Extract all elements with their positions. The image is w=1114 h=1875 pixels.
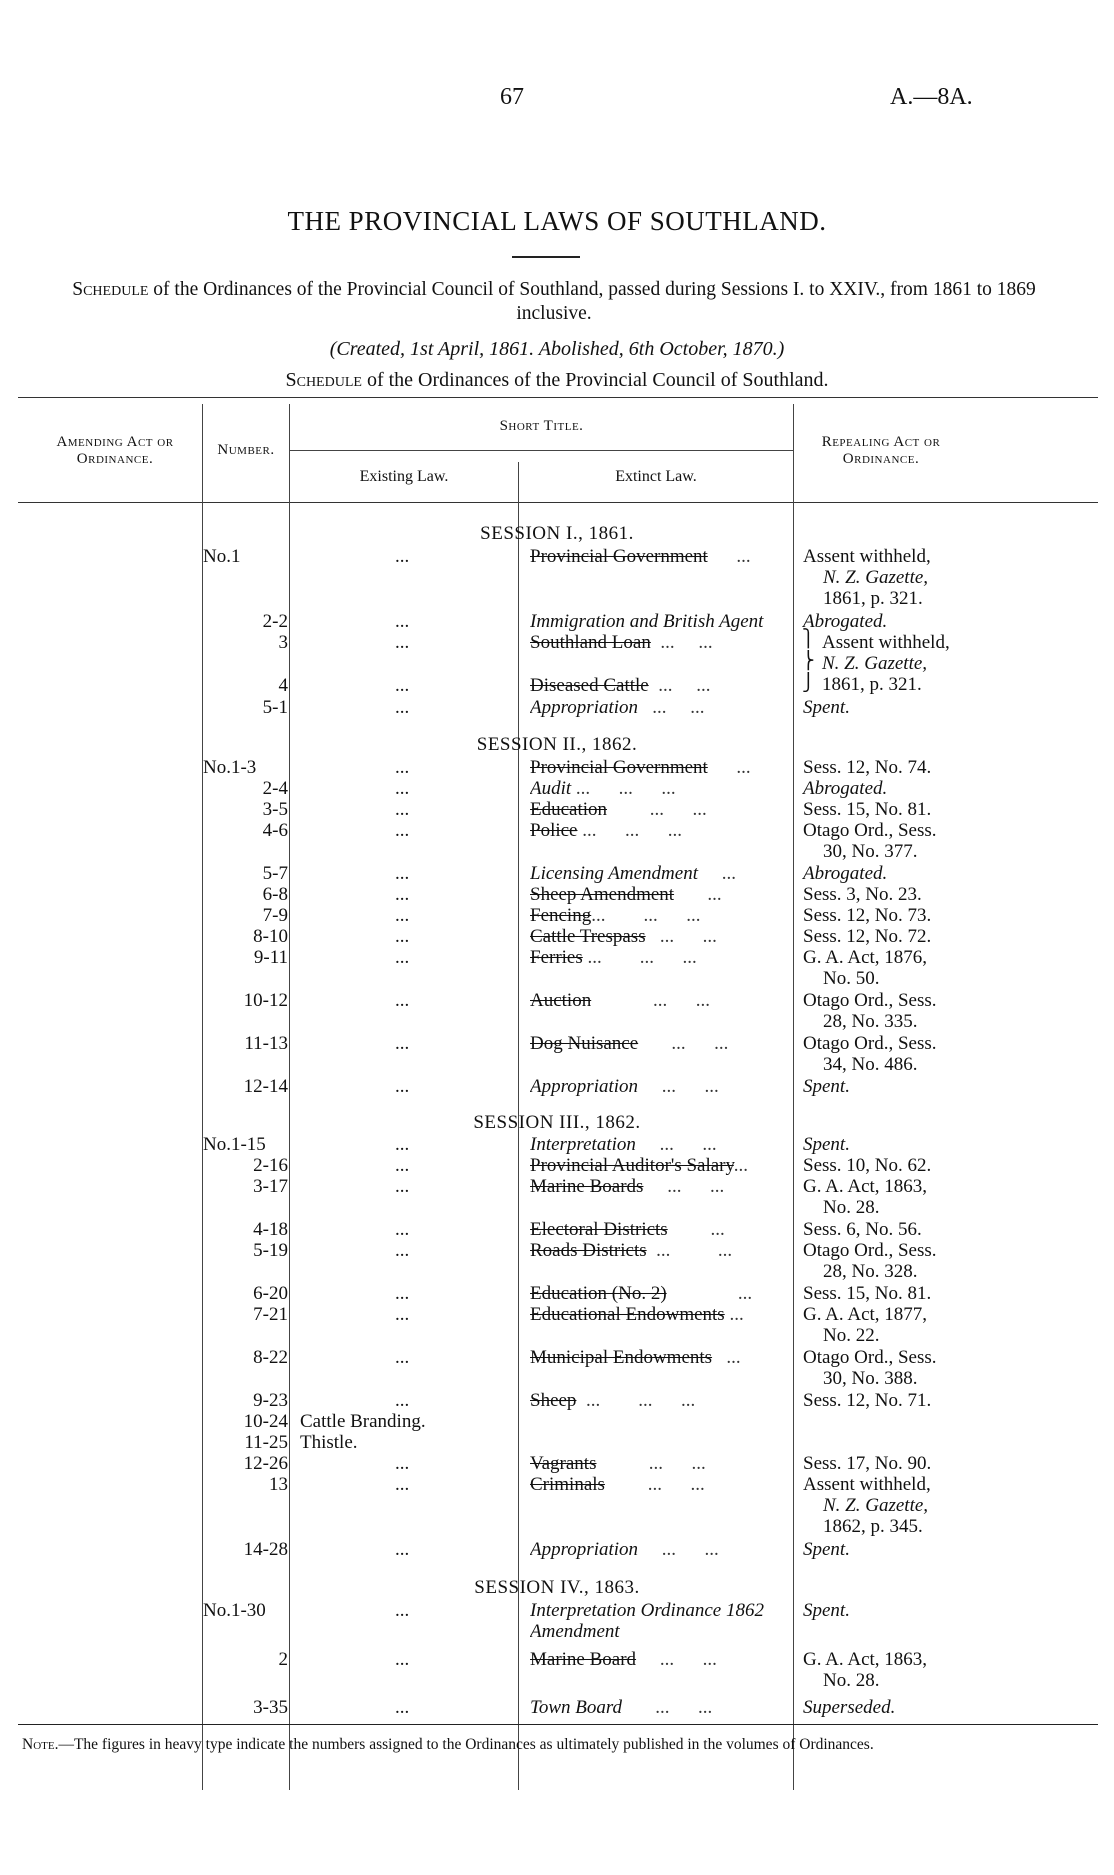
extinct-law-title: Education [530,799,608,820]
extinct-law-cell: Education ... ... [530,799,707,820]
extinct-law-cell: Diseased Cattle ... ... [530,675,711,696]
table-row [0,1076,1114,1098]
table-row [0,611,1114,633]
ordinance-number: 5-19 [253,1240,288,1261]
extinct-law-cell: Municipal Endowments ... [530,1347,741,1368]
table-row [0,1390,1114,1412]
ordinance-number: No.1-3 [203,757,257,778]
extinct-law-title: Electoral Districts [530,1219,668,1240]
extinct-law-cell: Dog Nuisance ... ... [530,1033,729,1054]
existing-law-cell: ... [395,778,410,799]
table-row [0,1432,1114,1454]
ordinance-number: 3 [278,632,288,653]
existing-law-cell: ... [395,1240,410,1261]
header-existing-law: Existing Law. [359,468,449,485]
existing-law-cell: ... [395,1283,410,1304]
extinct-law-cell: Educational Endowments ... [530,1304,744,1325]
extinct-law-cell: Licensing Amendment ... [530,863,736,884]
repeal-cell: Assent withheld, N. Z. Gazette, 1861, p. 321. [803,546,931,609]
extinct-law-title: Roads Districts [530,1240,647,1261]
extinct-law-cell: Provincial Government ... [530,757,751,778]
extinct-law-title: Marine Boards [530,1176,644,1197]
table-bottom-rule [18,1724,1098,1725]
ordinance-number: 6-8 [262,884,288,905]
extinct-law-cell: Provincial Government ... [530,546,751,567]
extinct-law-title: Marine Board [530,1649,637,1670]
extinct-law-title: Ferries [530,947,583,968]
extinct-law-cell: Fencing... ... ... [530,905,701,926]
table-row [0,926,1114,948]
repeal-cell: Spent. [803,1600,850,1621]
repeal-cell: Otago Ord., Sess. 28, No. 328. [803,1240,937,1282]
extinct-law-title: Appropriation [530,697,639,718]
existing-law-cell: ... [395,1076,410,1097]
existing-law-cell: ... [395,546,410,567]
header-short-title: Short Title. [499,418,584,434]
existing-law-cell: ... [395,757,410,778]
ordinance-number: 12-14 [243,1076,288,1097]
ordinance-number: 14-28 [243,1539,288,1560]
schedule-word-2: Schedule [285,369,362,391]
extinct-law-cell: Immigration and British Agent [530,611,764,632]
table-top-rule [18,397,1098,398]
extinct-law-title: Police [530,820,578,841]
table-row [0,546,1114,609]
header-number: Number. [217,442,275,458]
existing-law-cell: ... [395,820,410,841]
ordinance-number: 7-21 [253,1304,288,1325]
ordinance-number: 2-2 [262,611,288,632]
repeal-cell: Sess. 3, No. 23. [803,884,922,905]
repeal-cell: Abrogated. [803,611,888,632]
extinct-law-cell: Sheep Amendment ... [530,884,722,905]
existing-law-cell: ... [395,990,410,1011]
existing-law-cell: ... [395,1304,410,1325]
ordinance-number: 13 [269,1474,288,1495]
schedule-intro [54,278,1054,326]
existing-law-cell: ... [395,632,410,653]
repeal-cell: Sess. 12, No. 73. [803,905,932,926]
table-row [0,1474,1114,1537]
existing-law-cell: ... [395,1134,410,1155]
extinct-law-title: Town Board [530,1697,623,1718]
existing-law-cell: ... [395,1219,410,1240]
table-row [0,675,1114,697]
ordinance-number: 9-23 [253,1390,288,1411]
extinct-law-cell: Appropriation ... ... [530,697,705,718]
session-heading: SESSION I., 1861. [480,523,634,544]
ordinance-number: 9-11 [253,947,288,968]
extinct-law-title: Dog Nuisance [530,1033,639,1054]
repeal-cell: Otago Ord., Sess. 34, No. 486. [803,1033,937,1075]
extinct-law-title: Municipal Endowments [530,1347,713,1368]
extinct-law-cell: Electoral Districts ... [530,1219,725,1240]
ordinance-number: 2-4 [262,778,288,799]
session-heading: SESSION IV., 1863. [474,1577,640,1598]
extinct-law-title: Appropriation [530,1076,639,1097]
extinct-law-title: Diseased Cattle [530,675,649,696]
extinct-law-cell: Marine Board ... ... [530,1649,717,1670]
repeal-cell: Assent withheld, N. Z. Gazette, 1862, p. 345. [803,1474,931,1537]
footnote [22,1735,1082,1754]
table-row [0,697,1114,719]
extinct-law-cell: Southland Loan ... ... [530,632,713,653]
ordinance-number: 5-1 [262,697,288,718]
repeal-cell: Sess. 12, No. 72. [803,926,932,947]
repeal-cell: Abrogated. [803,778,888,799]
ordinance-number: 5-7 [262,863,288,884]
ordinance-number: 3-17 [253,1176,288,1197]
table-row [0,1155,1114,1177]
existing-law-cell: ... [395,1033,410,1054]
table-row [0,820,1114,862]
ordinance-number: No.1-15 [203,1134,266,1155]
extinct-law-title: Audit [530,778,572,799]
repeal-cell: Sess. 12, No. 71. [803,1390,932,1411]
existing-law-cell: ... [395,905,410,926]
repeal-cell: Sess. 15, No. 81. [803,799,932,820]
brace-icon: ⎫ ⎬ ⎭ [802,629,815,692]
table-row [0,884,1114,906]
table-row [0,778,1114,800]
ordinance-number: 3-35 [253,1697,288,1718]
extinct-law-cell: Auction ... ... [530,990,710,1011]
existing-law-cell: ... [395,675,410,696]
table-row [0,1697,1114,1719]
table-row [0,947,1114,989]
repeal-cell: Otago Ord., Sess. 28, No. 335. [803,990,937,1032]
repeal-cell: Superseded. [803,1697,896,1718]
table-row [0,1539,1114,1561]
existing-law-cell: ... [395,884,410,905]
ordinance-number: 4-6 [262,820,288,841]
existing-law-cell: ... [395,1176,410,1197]
extinct-law-cell: Cattle Trespass ... ... [530,926,717,947]
table-row [0,1649,1114,1691]
repeal-cell: G. A. Act, 1863, No. 28. [803,1176,928,1218]
extinct-law-cell: Town Board ... ... [530,1697,713,1718]
repeal-cell: Sess. 15, No. 81. [803,1283,932,1304]
note-text: —The figures in heavy type indicate the numbers assigned to the Ordinances as ultimately published in the volumes of Ordinances. [58,1736,874,1753]
table-row [0,1033,1114,1075]
existing-law-cell: ... [395,926,410,947]
extinct-law-title: Provincial Government [530,757,708,778]
extinct-law-title: Education (No. 2) [530,1283,667,1304]
table-row [0,799,1114,821]
existing-law-cell: ... [395,1453,410,1474]
extinct-law-cell: Sheep ... ... ... [530,1390,696,1411]
ordinance-number: 10-24 [243,1411,288,1432]
ordinance-number: No.1 [203,546,241,567]
extinct-law-title: Fencing [530,905,592,926]
repeal-cell: Sess. 17, No. 90. [803,1453,932,1474]
extinct-law-cell: Interpretation ... ... [530,1134,717,1155]
ordinance-number: 12-26 [243,1453,288,1474]
extinct-law-cell: Audit ... ... ... [530,778,676,799]
table-row [0,905,1114,927]
repeal-cell: G. A. Act, 1877, No. 22. [803,1304,928,1346]
note-label: Note. [22,1736,59,1753]
extinct-law-title: Provincial Auditor's Salary [530,1155,734,1176]
ordinance-number: 8-10 [253,926,288,947]
existing-law-cell: ... [395,947,410,968]
schedule-intro-text: of the Ordinances of the Provincial Council of Southland, passed during Sessions I. to XXIV., from 1861 to 1869 inclusive. [153,279,1036,324]
repeal-cell: Spent. [803,1539,850,1560]
session-heading: SESSION II., 1862. [476,734,638,755]
extinct-law-title: Sheep [530,1390,577,1411]
table-row [0,1600,1114,1644]
extinct-law-title: Criminals [530,1474,605,1495]
extinct-law-cell: Ferries ... ... ... [530,947,697,968]
ordinance-number: 6-20 [253,1283,288,1304]
existing-law-cell: ... [395,611,410,632]
extinct-law-title: Appropriation [530,1539,639,1560]
repeal-cell: Spent. [803,1134,850,1155]
extinct-law-title: Southland Loan [530,632,651,653]
table-row [0,757,1114,779]
existing-law-cell: ... [395,1600,410,1621]
repeal-cell: Otago Ord., Sess. 30, No. 388. [803,1347,937,1389]
session-heading: SESSION III., 1862. [473,1112,641,1133]
existing-law-cell: Thistle. [300,1432,358,1453]
existing-law-cell: Cattle Branding. [300,1411,426,1432]
existing-law-cell: ... [395,1539,410,1560]
existing-law-cell: ... [395,1649,410,1670]
ordinance-number: 8-22 [253,1347,288,1368]
header-repealing: Repealing Act or Ordinance. [821,434,941,467]
extinct-law-cell: Appropriation ... ... [530,1539,719,1560]
ordinance-number: 4-18 [253,1219,288,1240]
extinct-law-title: Auction [530,990,592,1011]
table-header-bottom-rule [18,502,1098,503]
table-row [0,863,1114,885]
extinct-law-cell: Provincial Auditor's Salary... [530,1155,749,1176]
header-extinct-law: Extinct Law. [615,468,697,485]
repeal-cell: Abrogated. [803,863,888,884]
page-title: THE PROVINCIAL LAWS OF SOUTHLAND. [287,206,827,236]
table-row [0,1219,1114,1241]
ordinance-number: 10-12 [243,990,288,1011]
table-row [0,1176,1114,1218]
extinct-law-title: Sheep Amendment [530,884,675,905]
ordinance-number: 4 [278,675,288,696]
extinct-law-cell: Appropriation ... ... [530,1076,719,1097]
extinct-law-title: Vagrants [530,1453,597,1474]
existing-law-cell: ... [395,697,410,718]
ordinance-number: No.1-30 [203,1600,266,1621]
extinct-law-title: Interpretation [530,1134,636,1155]
existing-law-cell: ... [395,1390,410,1411]
table-row [0,1240,1114,1282]
repeal-cell: Otago Ord., Sess. 30, No. 377. [803,820,937,862]
table-row [0,1411,1114,1433]
existing-law-cell: ... [395,863,410,884]
ordinance-number: 3-5 [262,799,288,820]
repeal-cell: Assent withheld, N. Z. Gazette, 1861, p. 321. [822,632,950,695]
table-row [0,990,1114,1032]
document-code: A.—8A. [890,84,973,110]
extinct-law-cell: Interpretation Ordinance 1862 Amendment [530,1600,764,1642]
existing-law-cell: ... [395,1474,410,1495]
extinct-law-cell: Vagrants ... ... [530,1453,706,1474]
repeal-cell: G. A. Act, 1876, No. 50. [803,947,928,989]
table-row [0,1304,1114,1346]
existing-law-cell: ... [395,1347,410,1368]
page-number: 67 [500,84,524,110]
extinct-law-title: Cattle Trespass [530,926,646,947]
ordinance-number: 7-9 [262,905,288,926]
extinct-law-cell: Police ... ... ... [530,820,682,841]
header-amending: Amending Act or Ordinance. [56,434,174,467]
ordinance-number: 11-25 [244,1432,288,1453]
repeal-cell: Spent. [803,697,850,718]
ordinance-number: 2 [278,1649,288,1670]
short-title-rule [289,450,793,451]
table-row [0,1453,1114,1475]
repeal-cell: Spent. [803,1076,850,1097]
extinct-law-cell: Roads Districts ... ... [530,1240,733,1261]
extinct-law-title: Provincial Government [530,546,708,567]
existing-law-cell: ... [395,1155,410,1176]
extinct-law-cell: Marine Boards ... ... [530,1176,725,1197]
existing-law-cell: ... [395,799,410,820]
extinct-law-cell: Criminals ... ... [530,1474,705,1495]
table-row [0,1134,1114,1156]
schedule-word: Schedule [72,279,149,300]
ordinance-number: 11-13 [244,1033,288,1054]
created-line: (Created, 1st April, 1861. Abolished, 6th October, 1870.) [329,338,785,360]
extinct-law-title: Educational Endowments [530,1304,725,1325]
schedule-second-text: of the Ordinances of the Provincial Council of Southland. [366,369,829,391]
repeal-cell: Sess. 6, No. 56. [803,1219,922,1240]
repeal-cell: Sess. 12, No. 74. [803,757,932,778]
extinct-law-title: Licensing Amendment [530,863,698,884]
repeal-cell: G. A. Act, 1863, No. 28. [803,1649,928,1691]
existing-law-cell: ... [395,1697,410,1718]
title-rule [512,256,580,258]
table-row [0,1283,1114,1305]
schedule-second [0,369,1114,392]
ordinance-number: 2-16 [253,1155,288,1176]
extinct-law-cell: Education (No. 2) ... [530,1283,753,1304]
table-row [0,1347,1114,1389]
repeal-cell: Sess. 10, No. 62. [803,1155,932,1176]
